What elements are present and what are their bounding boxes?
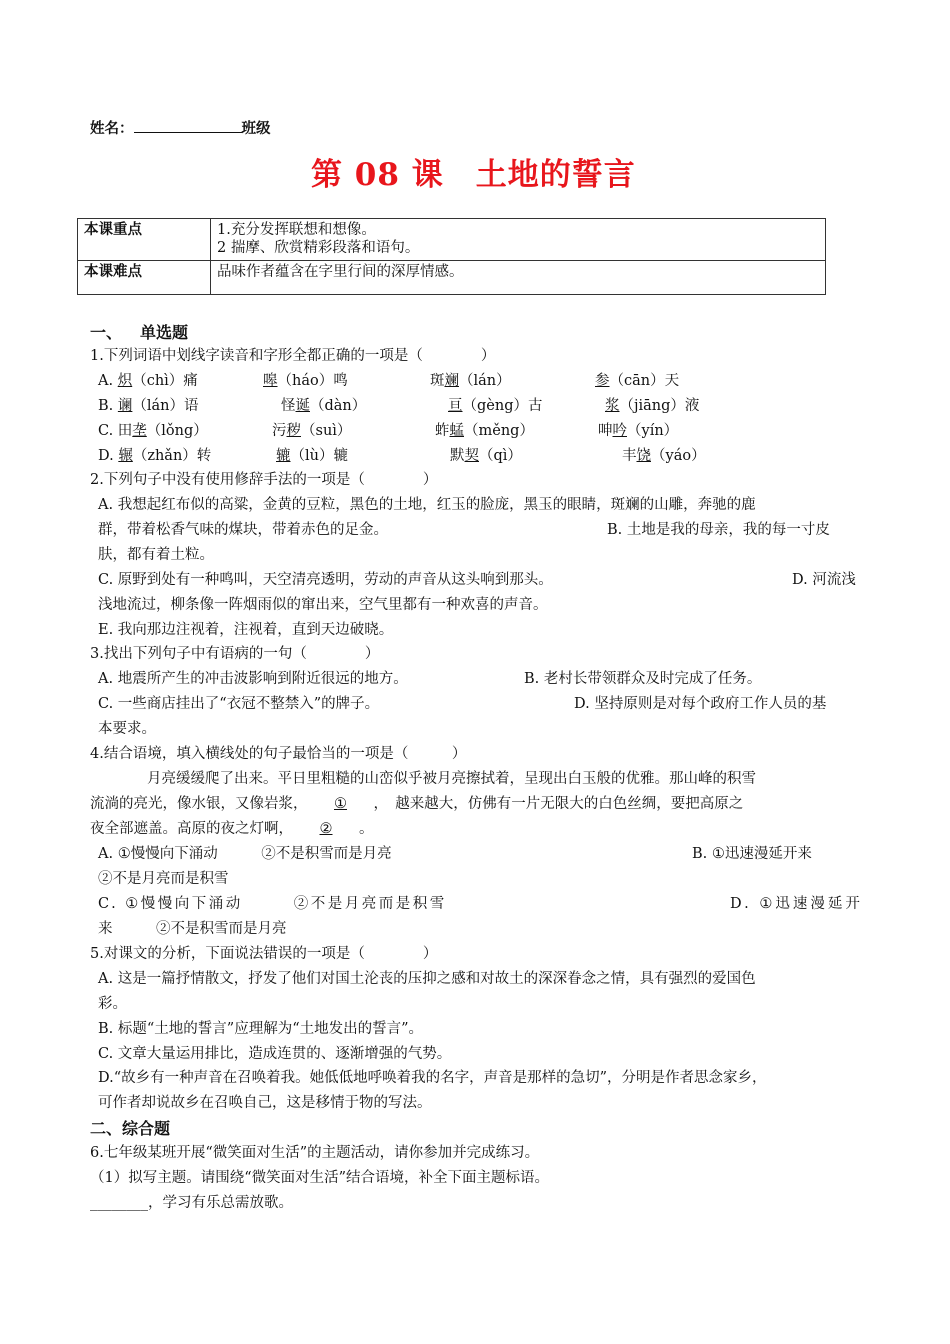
question-3-stem: 3.找出下列句子中有语病的一句（ ） xyxy=(90,646,380,662)
q6-fill-line[interactable]: ________，学习有乐总需放歌。 xyxy=(90,1195,293,1211)
question-4-stem: 4.结合语境，填入横线处的句子最恰当的一项是（ ） xyxy=(90,746,467,762)
q3-option-d-cont: 本要求。 xyxy=(98,721,156,737)
q4-option-d: D. ①迅速漫延开 xyxy=(730,896,863,912)
q6-subquestion-1: （1）拟写主题。请围绕“微笑面对生活”结合语境，补全下面主题标语。 xyxy=(90,1170,550,1186)
q2-option-b-cont: 肤，都有着土粒。 xyxy=(98,547,214,563)
table-row xyxy=(78,219,826,261)
q3-option-d: D. 坚持原则是对每个政府工作人员的基 xyxy=(574,696,827,712)
q3-option-c: C. 一些商店挂出了“衣冠不整禁入”的牌子。 xyxy=(98,696,380,712)
q2-option-d: D. 河流浅 xyxy=(792,572,856,588)
question-2-stem: 2.下列句子中没有使用修辞手法的一项是（ ） xyxy=(90,472,438,488)
focus-content xyxy=(211,219,826,261)
q5-option-c: C. 文章大量运用排比，造成连贯的、逐渐增强的气势。 xyxy=(98,1046,452,1062)
q4-passage-line: 夜全部遮盖。高原的夜之灯啊， ② 。 xyxy=(90,821,374,837)
student-info-line xyxy=(90,120,271,137)
q1-option: C. 田垄（lǒng） xyxy=(98,423,208,439)
q1-option: 呻吟（yín） xyxy=(598,423,679,439)
q5-option-d: D.“故乡有一种声音在召唤着我。她低低地呼唤着我的名字，声音是那样的急切”，分明是作者思念家乡， xyxy=(98,1070,767,1086)
q5-option-d-cont: 可作者却说故乡在召唤自己，这是移情于物的写法。 xyxy=(98,1095,432,1111)
difficulty-content xyxy=(211,261,826,295)
objectives-table xyxy=(77,218,826,295)
q1-option: 污秽（suì） xyxy=(272,423,352,439)
question-1-stem: 1.下列词语中划线字读音和字形全都正确的一项是（ ） xyxy=(90,348,496,364)
q4-passage-line: 流淌的亮光，像水银，又像岩浆， ① ， 越来越大，仿佛有一片无限大的白色丝绸，要把高原之 xyxy=(90,796,744,812)
q1-option: 亘（gèng）古 xyxy=(448,398,543,414)
q1-option: 嗥（háo）鸣 xyxy=(263,373,348,389)
q4-passage-line: 月亮缓缓爬了出来。平日里粗糙的山峦似乎被月亮擦拭着，呈现出白玉般的优雅。那山峰的积雪 xyxy=(147,771,756,787)
q2-option-a: A. 我想起红布似的高粱，金黄的豆粒，黑色的土地，红玉的脸庞，黑玉的眼睛，斑斓的山雕，奔驰的鹿 xyxy=(98,497,756,513)
q4-option-a: A. ①慢慢向下涌动 ②不是积雪而是月亮 xyxy=(98,846,392,862)
q1-option: 丰饶（yáo） xyxy=(622,448,706,464)
q2-option-c: C. 原野到处有一种鸣叫，天空清亮透明，劳动的声音从这头响到那头。 xyxy=(98,572,553,588)
question-6-stem: 6.七年级某班开展“微笑面对生活”的主题活动，请你参加并完成练习。 xyxy=(90,1145,540,1161)
name-blank[interactable] xyxy=(134,120,242,133)
q1-option: 参（cān）天 xyxy=(595,373,680,389)
q1-option: 怪诞（dàn） xyxy=(281,398,367,414)
section-1-number: 一、 xyxy=(90,323,123,342)
q1-option: B. 谰（lán）语 xyxy=(98,398,199,414)
q3-option-b: B. 老村长带领群众及时完成了任务。 xyxy=(524,671,762,687)
class-label: 班级 xyxy=(241,120,271,137)
q5-option-a-cont: 彩。 xyxy=(98,996,127,1012)
difficulty-line: 品味作者蕴含在字里行间的深厚情感。 xyxy=(217,264,464,280)
question-5-stem: 5.对课文的分析，下面说法错误的一项是（ ） xyxy=(90,946,438,962)
table-row xyxy=(78,261,826,295)
q1-option: A. 炽（chì）痛 xyxy=(98,373,198,389)
q4-option-b-cont: ②不是月亮而是积雪 xyxy=(98,871,229,887)
q5-option-a: A. 这是一篇抒情散文，抒发了他们对国土沦丧的压抑之感和对故土的深深眷念之情，具有强烈的爱国色 xyxy=(98,971,756,987)
q4-option-d-cont: 来 ②不是积雪而是月亮 xyxy=(98,921,287,937)
q1-option: 默契（qì） xyxy=(450,448,522,464)
q2-option-a-cont: 群，带着松香气味的煤块，带着赤色的足金。 xyxy=(98,522,388,538)
q5-option-b: B. 标题“土地的誓言”应理解为“土地发出的誓言”。 xyxy=(98,1021,424,1037)
q2-option-d-cont: 浅地流过，柳条像一阵烟雨似的窜出来，空气里都有一种欢喜的声音。 xyxy=(98,597,548,613)
focus-line: 2 揣摩、欣赏精彩段落和语句。 xyxy=(217,240,420,256)
q1-option: 浆（jiāng）液 xyxy=(605,398,700,414)
q1-option: 蚱蜢（měng） xyxy=(435,423,534,439)
section-2-heading: 二、综合题 xyxy=(90,1119,171,1138)
q1-option: D. 辗（zhǎn）转 xyxy=(98,448,212,464)
q4-option-c: C. ①慢慢向下涌动 ②不是月亮而是积雪 xyxy=(98,896,447,912)
name-label: 姓名： xyxy=(90,120,134,137)
q2-option-b: B. 土地是我的母亲，我的每一寸皮 xyxy=(607,522,830,538)
focus-label: 本课重点 xyxy=(78,219,211,261)
q2-option-e: E. 我向那边注视着，注视着，直到天边破晓。 xyxy=(98,622,394,638)
difficulty-label: 本课难点 xyxy=(78,261,211,295)
section-1-heading xyxy=(90,325,188,341)
q1-option: 辘（lù）辘 xyxy=(276,448,348,464)
focus-line: 1.充分发挥联想和想像。 xyxy=(217,222,376,238)
page-title: 第 08 课 土地的誓言 xyxy=(311,157,636,193)
q4-option-b: B. ①迅速漫延开来 xyxy=(692,846,812,862)
section-1-title: 单选题 xyxy=(140,323,189,342)
blank-2[interactable]: ② xyxy=(319,821,333,837)
q3-option-a: A. 地震所产生的冲击波影响到附近很远的地方。 xyxy=(98,671,408,687)
q1-option: 斑斓（lán） xyxy=(430,373,511,389)
blank-1[interactable]: ① xyxy=(334,796,347,812)
